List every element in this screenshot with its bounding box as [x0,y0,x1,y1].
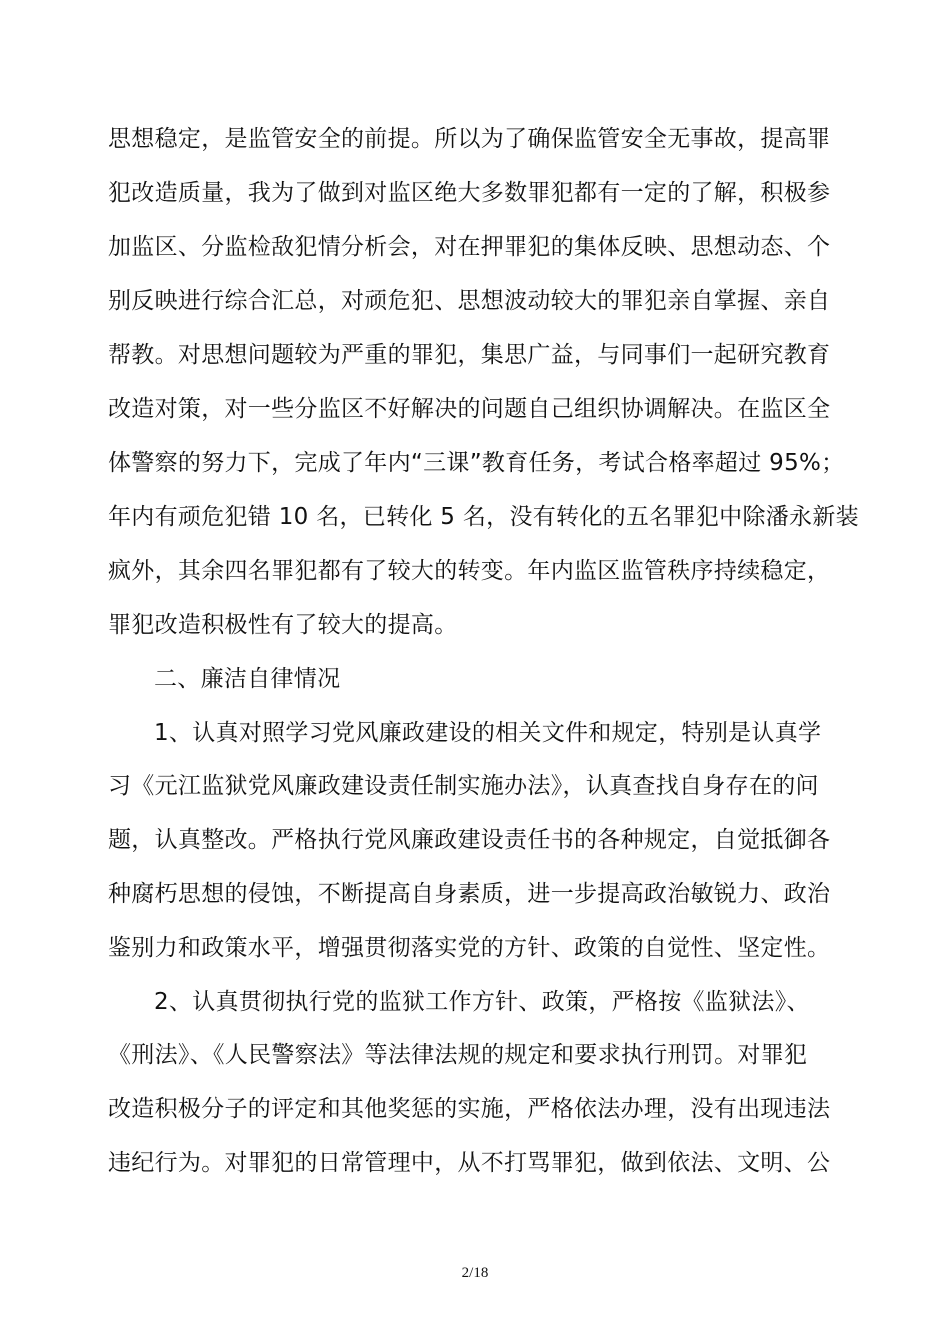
text-line: 疯外，其余四名罪犯都有了较大的转变。年内监区监管秩序持续稳定， [108,558,831,584]
text-line: 2、认真贯彻执行党的监狱工作方针、政策，严格按《监狱法》、 [154,989,810,1015]
section-heading: 二、廉洁自律情况 [154,666,341,692]
text-line: 犯改造质量，我为了做到对监区绝大多数罪犯都有一定的了解，积极参 [108,180,831,206]
text-line: 1、认真对照学习党风廉政建设的相关文件和规定，特别是认真学 [154,720,822,746]
text-line: 年内有顽危犯错 10 名，已转化 5 名，没有转化的五名罪犯中除潘永新装 [108,504,859,530]
text-line: 思想稳定，是监管安全的前提。所以为了确保监管安全无事故，提高罪 [108,126,831,152]
page-number: 2/18 [461,1265,489,1281]
text-line: 种腐朽思想的侵蚀，不断提高自身素质，进一步提高政治敏锐力、政治 [108,881,831,907]
text-line: 体警察的努力下，完成了年内“三课”教育任务，考试合格率超过 95%； [108,450,845,476]
text-line: 改造对策，对一些分监区不好解决的问题自己组织协调解决。在监区全 [108,396,831,422]
text-line: 《刑法》、《人民警察法》等法律法规的规定和要求执行刑罚。对罪犯 [108,1042,808,1068]
text-line: 罪犯改造积极性有了较大的提高。 [108,612,458,638]
text-line: 习《元江监狱党风廉政建设责任制实施办法》，认真查找自身存在的问 [108,773,819,799]
text-line: 加监区、分监检敌犯情分析会，对在押罪犯的集体反映、思想动态、个 [108,234,831,260]
text-line: 帮教。对思想问题较为严重的罪犯，集思广益，与同事们一起研究教育 [108,342,831,368]
text-line: 题，认真整改。严格执行党风廉政建设责任书的各种规定，自觉抵御各 [108,827,831,853]
text-line: 鉴别力和政策水平，增强贯彻落实党的方针、政策的自觉性、坚定性。 [108,935,831,961]
text-line: 违纪行为。对罪犯的日常管理中，从不打骂罪犯，做到依法、文明、公 [108,1150,831,1176]
text-line: 改造积极分子的评定和其他奖惩的实施，严格依法办理，没有出现违法 [108,1096,831,1122]
text-line: 别反映进行综合汇总，对顽危犯、思想波动较大的罪犯亲自掌握、亲自 [108,288,831,314]
